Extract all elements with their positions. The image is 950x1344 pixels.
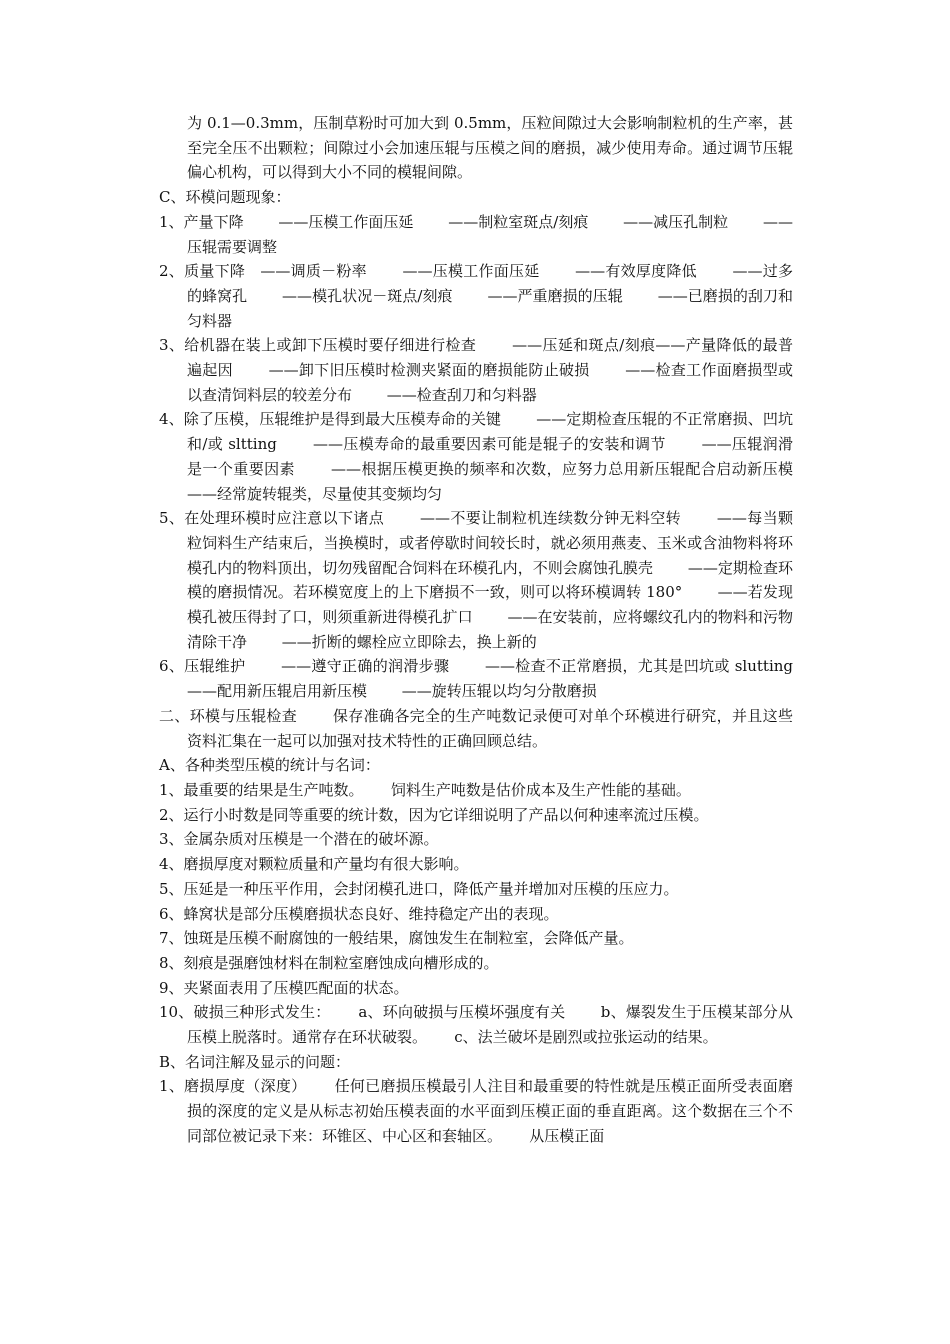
- paragraph: 9、夹紧面表用了压模匹配面的状态。: [159, 978, 409, 997]
- document-body: [159, 111, 828, 1149]
- paragraph: 1、产量下降 ——压模工作面压延 ——制粒室斑点/刻痕 ——减压孔制粒 ——压辊需要调整: [159, 212, 793, 256]
- paragraph: 5、压延是一种压平作用，会封闭模孔进口，降低产量并增加对压模的压应力。: [159, 879, 679, 898]
- section-heading: A、各种类型压模的统计与名词：: [159, 756, 380, 775]
- paragraph: 5、在处理环模时应注意以下诸点 ——不要让制粒机连续数分钟无料空转 ——每当颗粒饲料生产结束后，当换模时，或者停歇时间较长时，就必须用燕麦、玉米或含油物料将环模孔内的物料顶出，切勿残留配合饲料在环模孔内，不则会腐蚀孔膜壳 ——定期检查环模的磨损情况。若环模宽度上的上下磨损不一致，则可以将环模调转 180° ——若发现模孔被压得封了口，则须重新进得模孔扩口 ——在安装前，应将螺纹孔内的物料和污物清除干净 ——折断的螺栓应立即除去，换上新的: [159, 509, 793, 651]
- section-heading: B、名词注解及显示的问题：: [159, 1052, 351, 1071]
- paragraph: 8、刻痕是强磨蚀材料在制粒室磨蚀成向槽形成的。: [159, 953, 499, 972]
- paragraph: 4、除了压模，压辊维护是得到最大压模寿命的关键 ——定期检查压辊的不正常磨损、凹坑和/或 sltting ——压模寿命的最重要因素可能是辊子的安装和调节 ——压辊润滑是一个重要因素 ——根据压模更换的频率和次数，应努力总用新压辊配合启动新压模 ——经常旋转辊类，尽量使其变频均匀: [159, 410, 828, 503]
- paragraph: 1、磨损厚度（深度） 任何已磨损压模最引人注目和最重要的特性就是压模正面所受表面磨损的深度的定义是从标志初始压模表面的水平面到压模正面的垂直距离。这个数据在三个不同部位被记录下来：环锥区、中心区和套轴区。 从压模正面: [159, 1077, 793, 1145]
- paragraph: 4、磨损厚度对颗粒质量和产量均有很大影响。: [159, 855, 469, 874]
- paragraph: 3、给机器在装上或卸下压模时要仔细进行检查 ——压延和斑点/刻痕——产量降低的最普遍起因 ——卸下旧压模时检测夹紧面的磨损能防止破损 ——检查工作面磨损型或以查清饲料层的较差分布 ——检查刮刀和匀料器: [159, 336, 793, 404]
- paragraph: 6、压辊维护 ——遵守正确的润滑步骤 ——检查不正常磨损，尤其是凹坑或 slutting ——配用新压辊启用新压模 ——旋转压辊以均匀分散磨损: [159, 657, 828, 701]
- paragraph: 2、运行小时数是同等重要的统计数，因为它详细说明了产品以何种速率流过压模。: [159, 805, 709, 824]
- paragraph: 3、金属杂质对压模是一个潜在的破坏源。: [159, 830, 439, 849]
- paragraph: 二、环模与压辊检查 保存准确各完全的生产吨数记录便可对单个环模进行研究，并且这些资料汇集在一起可以加强对技术特性的正确回顾总结。: [159, 706, 793, 750]
- paragraph: 为 0.1—0.3mm，压制草粉时可加大到 0.5mm，压粒间隙过大会影响制粒机的生产率，甚至完全压不出颗粒；间隙过小会加速压辊与压模之间的磨损，减少使用寿命。通过调节压辊偏心机构，可以得到大小不同的模辊间隙。: [187, 114, 793, 182]
- section-heading: C、环模问题现象：: [159, 188, 291, 207]
- paragraph: 1、最重要的结果是生产吨数。 饲料生产吨数是估价成本及生产性能的基础。: [159, 780, 691, 799]
- paragraph: 10、破损三种形式发生： a、环向破损与压模坏强度有关 b、爆裂发生于压模某部分从压模上脱落时。通常存在环状破裂。 c、法兰破坏是剧烈或拉张运动的结果。: [159, 1003, 793, 1047]
- paragraph: 7、蚀斑是压模不耐腐蚀的一般结果，腐蚀发生在制粒室，会降低产量。: [159, 929, 634, 948]
- paragraph: 2、质量下降 ——调质－粉率 ——压模工作面压延 ——有效厚度降低 ——过多的蜂窝孔 ——模孔状况－斑点/刻痕 ——严重磨损的压辊 ——已磨损的刮刀和匀料器: [159, 262, 793, 330]
- paragraph: 6、蜂窝状是部分压模磨损状态良好、维持稳定产出的表现。: [159, 904, 559, 923]
